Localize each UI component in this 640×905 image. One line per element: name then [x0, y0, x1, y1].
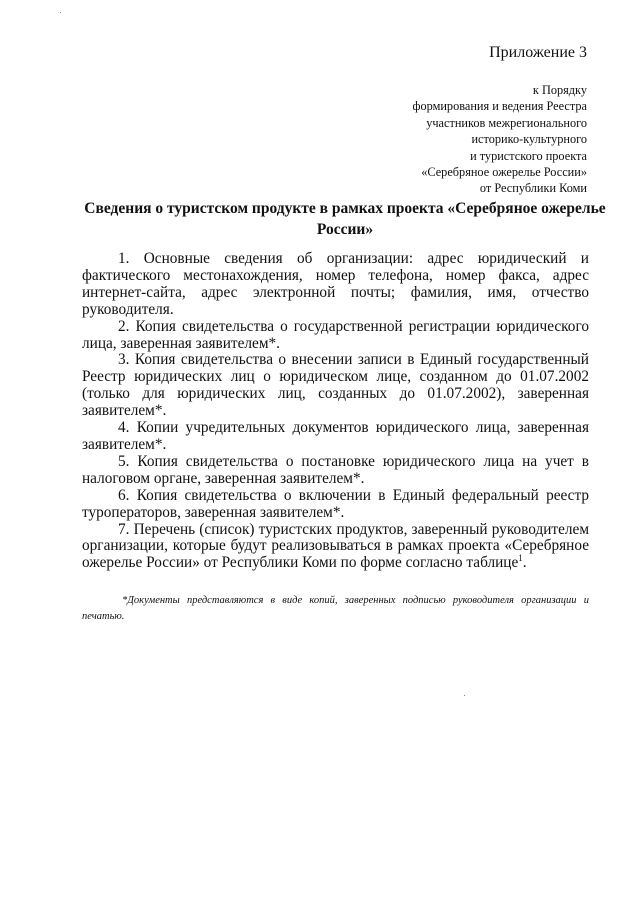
document-heading: Сведения о туристском продукте в рамках проекта «Серебряное ожерелье России»: [84, 200, 606, 238]
list-item-7: [82, 522, 589, 573]
appendix-title: Приложение 3: [489, 44, 587, 61]
list-item: 3. Копия свидетельства о внесении записи в Единый государственный Реестр юридических лиц о юридическом лице, созданном до 01.07.2002 (только для юридических лиц, созданных до 01.07.2002), заверенная заявителем*.: [82, 351, 589, 420]
reference-block: [327, 82, 587, 197]
list-item: 1. Основные сведения об организации: адрес юридический и фактического местонахождения, номер телефона, номер факса, адрес интернет-сайта, адрес электронной почты; фамилия, имя, отчество руководителя.: [82, 250, 589, 318]
footnote: *Документы представляются в виде копий, заверенных подписью руководителя организации и печатью.: [82, 595, 589, 622]
scan-speck: [464, 695, 465, 696]
reference-line: историко-культурного: [471, 132, 587, 147]
list-item-end: .: [522, 554, 527, 572]
list-item: 4. Копии учредительных документов юридического лица, заверенная заявителем*.: [82, 419, 589, 453]
document-body: [82, 251, 589, 572]
list-item: 6. Копия свидетельства о включении в Единый федеральный реестр туроператоров, заверенная заявителем*.: [82, 486, 589, 521]
list-item: 2. Копия свидетельства о государственной регистрации юридического лица, заверенная заявителем*.: [82, 317, 589, 352]
reference-line: «Серебряное ожерелье России»: [421, 165, 587, 180]
list-item: 5. Копия свидетельства о постановке юридического лица на учет в налоговом органе, заверенная заявителем*.: [82, 452, 589, 487]
reference-line: к Порядку: [532, 83, 587, 97]
reference-line: и туристского проекта: [470, 148, 587, 163]
reference-line: формирования и ведения Реестра: [412, 99, 587, 114]
reference-line: от Республики Коми: [479, 181, 587, 196]
scan-speck: [60, 12, 61, 13]
reference-line: участников межрегионального: [426, 115, 587, 130]
list-item-text: 7. Перечень (список) туристских продуктов, заверенный руководителем организации, которые будут реализовываться в рамках проекта «Серебряное ожерелье России» от Республики Коми по форме согласно таблице: [82, 520, 589, 572]
footnote-marker: 1: [518, 553, 523, 564]
